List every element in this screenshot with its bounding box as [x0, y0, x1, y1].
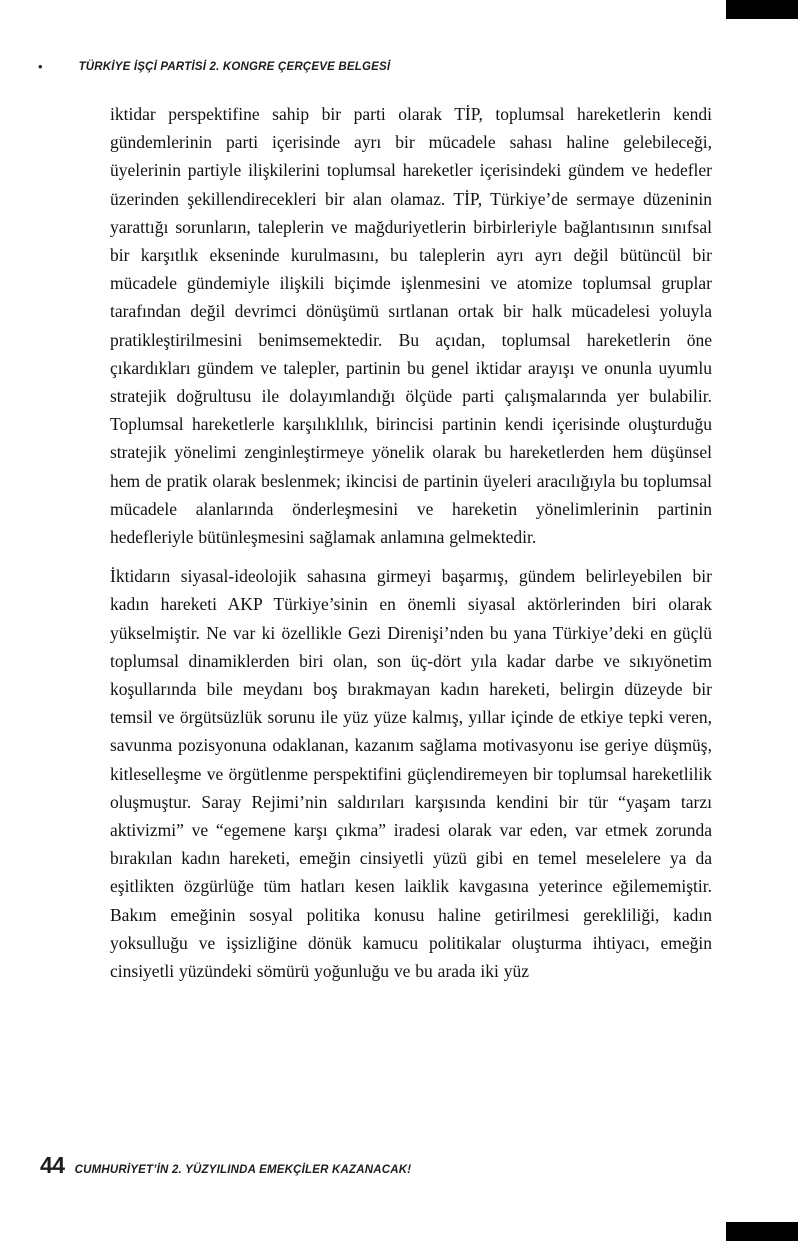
bottom-right-bleed-mark: [726, 1222, 798, 1241]
body-paragraph-2: İktidarın siyasal-ideolojik sahasına girmeyi başarmış, gündem belirleyebilen bir kadın hareketi AKP Türkiye’sinin en önemli siyasal aktörlerinden biri olarak yükselmiştir. Ne var ki özellikle Gezi Direnişi’nden bu yana Türkiye’deki en güçlü toplumsal dinamiklerden biri olan, son üç-dört yıla kadar darbe ve sıkıyönetim koşullarında bile meydanı boş bırakmayan kadın hareketi, belirgin düzeyde bir temsil ve örgütsüzlük sorunu ile yüz yüze kalmış, yıllar içinde de etkiye tepki veren, savunma pozisyonuna odaklanan, kazanım sağlama motivasyonu ise geriye düşmüş, kitleselleşme ve örgütlenme perspektifini güçlendiremeyen bir toplumsal hareketlilik oluşmuştur. Saray Rejimi’nin saldırıları karşısında kendini bir tür “yaşam tarzı aktivizmi” ve “egemene karşı çıkma” iradesi olarak var eden, var etmek zorunda bırakılan kadın hareketi, emeğin cinsiyetli yüzü gibi en temel meselelere ya da eşitlikten özgürlüğe tüm hatları kesen laiklik kavgasına yeterince eğilememiştir. Bakım emeğinin sosyal politika konusu haline getirilmesi gerekliliği, kadın yoksulluğu ve işsizliğine dönük kamucu politikalar oluşturma ihtiyacı, emeğin cinsiyetli yüzündeki sömürü yoğunluğu ve bu arada iki yüz: [110, 566, 712, 982]
body-paragraph-1: iktidar perspektifine sahip bir parti olarak TİP, toplumsal hareketlerin kendi gündemlerinin parti içerisinde ayrı bir mücadele sahası haline gelebileceği, üyelerinin partiyle ilişkilerini toplumsal hareketler içerisindeki gündem ve hedefler üzerinden şekillendirecekleri bir alan olamaz. TİP, Türkiye’de sermaye düzeninin yarattığı sorunların, taleplerin ve mağduriyetlerin birbirleriyle bağlantısının sınıfsal bir karşıtlık ekseninde kurulmasını, bu taleplerin ayrı ayrı değil bütüncül bir mücadele gündemiyle ilişkili biçimde işlenmesini ve atomize toplumsal gruplar tarafından değil devrimci dönüşümü sırtlanan ortak bir halk mücadelesi yoluyla pratikleştirilmesini benimsemektedir. Bu açıdan, toplumsal hareketlerin öne çıkardıkları gündem ve talepler, partinin bu genel iktidar arayışı ve onunla uyumlu stratejik doğrultusu ile dolayımlandığı ölçüde parti çalışmalarında yer bulabilir. Toplumsal hareketlerle karşılıklılık, birincisi partinin kendi içerisinde oluşturduğu stratejik yönelimi zenginleştirmeye yönelik olarak bu hareketlerden hem düşünsel hem de pratik olarak beslenmek; ikincisi de partinin üyeleri aracılığıyla bu toplumsal mücadele alanlarında önderleşmesini ve hareketin yönelimlerinin partinin hedefleriyle bütünleşmesini sağlamak anlamına gelmektedir.: [110, 104, 712, 548]
page-footer: [40, 1152, 411, 1179]
page-header: [38, 60, 738, 73]
page-number: 44: [40, 1152, 65, 1178]
header-title: TÜRKİYE İŞÇİ PARTİSİ 2. KONGRE ÇERÇEVE BELGESİ: [78, 60, 391, 73]
page-body: [110, 100, 712, 985]
top-right-bleed-mark: [726, 0, 798, 19]
footer-slogan: CUMHURİYET’İN 2. YÜZYILINDA EMEKÇİLER KAZANACAK!: [74, 1163, 412, 1177]
header-bullet-icon: •: [38, 59, 43, 74]
